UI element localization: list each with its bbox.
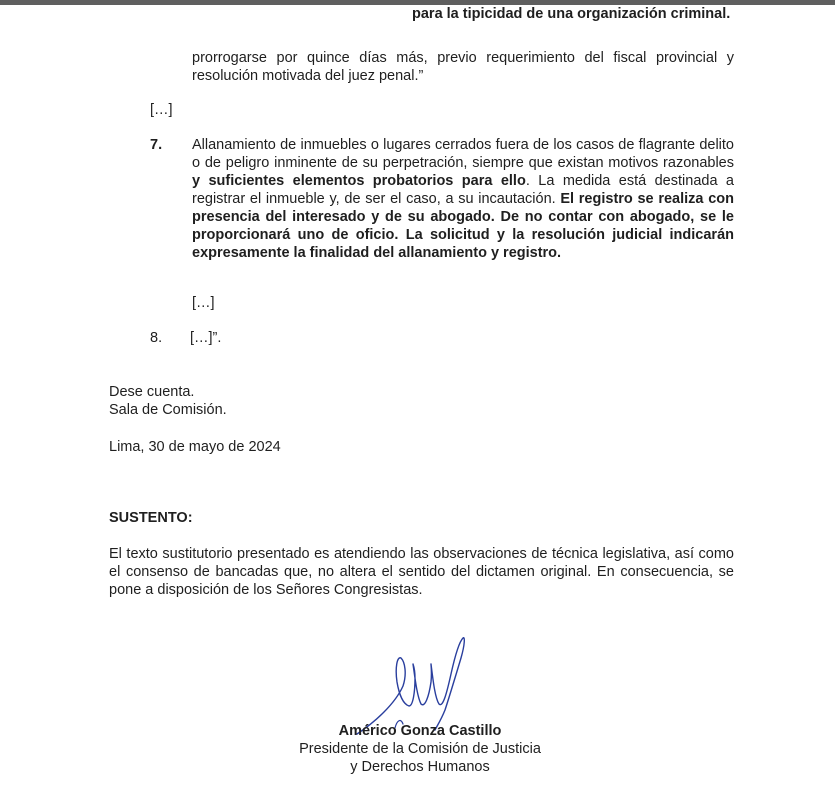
item-7-text-c: . La medida está destinada a registrar el inmueble y, de ser el caso, a su incautación.: [192, 173, 734, 207]
item-7-text-b: y suficientes elementos probatorios para ello: [192, 173, 526, 189]
item-8-text: […]”.: [190, 330, 222, 346]
header-continuation-line: para la tipicidad de una organización criminal.: [412, 6, 731, 22]
signatory-title-1: Presidente de la Comisión de Justicia: [299, 741, 541, 757]
item-7-text: [192, 136, 734, 262]
item-8-number: 8.: [150, 330, 163, 346]
signatory-name: Américo Gonza Castillo: [338, 723, 502, 739]
ellipsis-1: […]: [150, 102, 173, 118]
sustento-body: El texto sustitutorio presentado es atendiendo las observaciones de técnica legislativa, así como el consenso de bancadas que, no altera el sentido del dictamen original. En consecuencia, se pone a disposición de los Señores Congresistas.: [109, 546, 734, 598]
date-line: Lima, 30 de mayo de 2024: [109, 439, 281, 455]
closing-line-2: Sala de Comisión.: [109, 402, 227, 418]
signatory-title-2: y Derechos Humanos: [350, 759, 490, 775]
quote-paragraph-1: prorrogarse por quince días más, previo requerimiento del fiscal provincial y resolución motivada del juez penal.”: [192, 50, 734, 84]
sustento-heading: SUSTENTO:: [109, 510, 193, 526]
item-7-number: 7.: [150, 137, 163, 153]
closing-line-1: Dese cuenta.: [109, 384, 195, 400]
item-7-text-a: Allanamiento de inmuebles o lugares cerrados fuera de los casos de flagrante delito o de peligro inminente de su perpetración, siempre que existan motivos razonables: [192, 137, 734, 171]
ellipsis-2: […]: [192, 295, 215, 311]
item-7-text-d: El registro se realiza con presencia del interesado y de su abogado. De no contar con abogado, se le proporcionará uno de oficio. La solicitud y la resolución judicial indicarán expresamente la finalidad del allanamiento y registro.: [192, 191, 734, 261]
